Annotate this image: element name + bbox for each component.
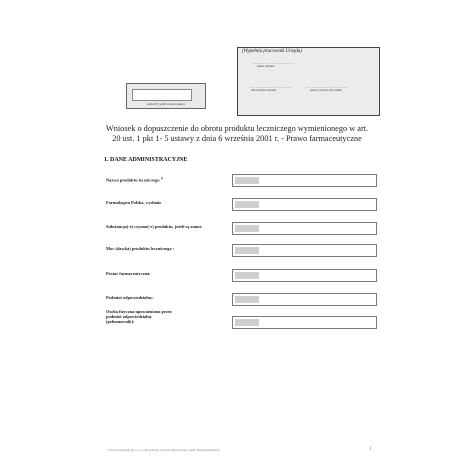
- number-dotted-line: …………………………: [252, 60, 294, 65]
- field-label-active-substance: Substancja(-e) czynna(-e) produktu, jeżeli są znane: [106, 224, 202, 229]
- footer-text: © www.rpsystem.pl Sp. z o.o., plik pobrany ze strony internetowej, e-mail: biuro@rpsystem.pl: [106, 448, 220, 452]
- input-marker: [235, 272, 259, 279]
- date-dotted-line: …………………………: [250, 84, 292, 89]
- field-label-pharmacopoeia: Farmakopea Polska, wydanie: [106, 200, 162, 205]
- page-number: 1: [369, 447, 372, 452]
- input-marker: [235, 225, 259, 232]
- input-marker: [235, 177, 259, 184]
- input-marker: [235, 201, 259, 208]
- field-label-authorized-person: Osoba fizyczna upoważniona przez podmiot odpowiedzialny (pełnomocnik):: [106, 309, 172, 325]
- field-label-strength: Moc (dawka) produktu leczniczego :: [106, 246, 175, 251]
- field-label-pharmaceutical-form: Postać farmaceutyczna:: [106, 271, 151, 276]
- date-label: data złożenia wniosku: [251, 89, 276, 92]
- field-input-active-substance[interactable]: [232, 222, 377, 235]
- field-input-pharmaceutical-form[interactable]: [232, 269, 377, 282]
- office-use-box: [237, 47, 380, 116]
- field-input-authorized-person[interactable]: [232, 316, 377, 329]
- input-marker: [235, 319, 259, 326]
- signature-label: podpis i pieczęć pracownika: [310, 89, 342, 92]
- field-input-responsible-entity[interactable]: [232, 293, 377, 306]
- field-input-product-name[interactable]: [232, 174, 377, 187]
- field-input-pharmacopoeia[interactable]: [232, 198, 377, 211]
- field-label-product-name: Nazwa produktu leczniczego $^{1)}$: [106, 177, 164, 183]
- signature-dotted-line: …………………………: [306, 84, 348, 89]
- input-marker: [235, 247, 259, 254]
- document-title: Wniosek o dopuszczenie do obrotu produktu leczniczego wymienionego w art. 20 ust. 1 pkt 1- 5 ustawy z dnia 6 września 2001 r. - Prawo farmaceutyczne: [105, 124, 369, 143]
- atc-code-field[interactable]: [132, 89, 192, 101]
- office-use-header: (Wypełnia pracownik Urzędu): [242, 49, 303, 54]
- atc-caption: kod ATC jeżeli został nadany: [146, 102, 186, 106]
- field-input-strength[interactable]: [232, 244, 377, 257]
- field-label-responsible-entity: Podmiot odpowiedzialny:: [106, 295, 154, 300]
- number-label: numer wniosku: [257, 65, 275, 68]
- input-marker: [235, 296, 259, 303]
- section-heading: 1. DANE ADMINISTRACYJNE: [104, 157, 188, 163]
